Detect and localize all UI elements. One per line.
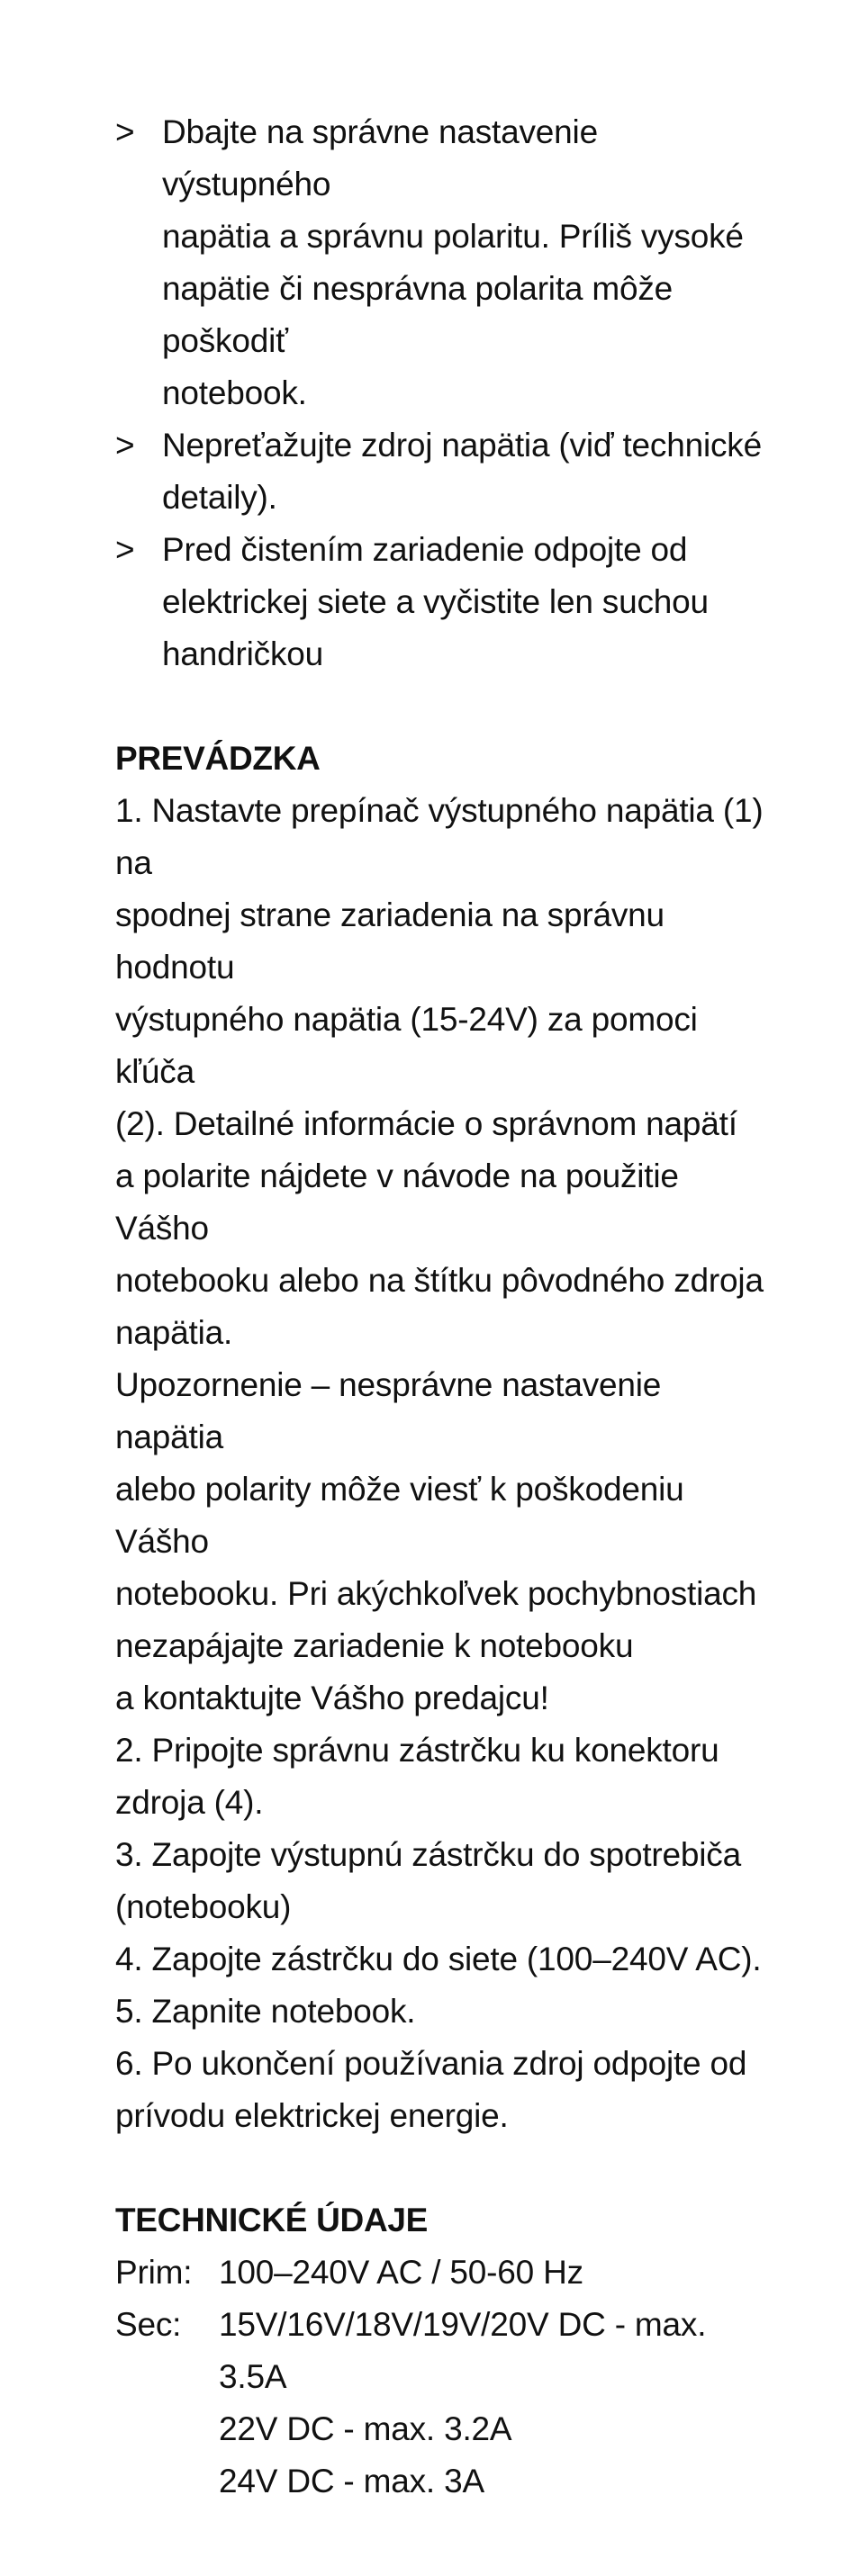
table-row xyxy=(115,2247,764,2299)
spec-value: 24V DC - max. 3A xyxy=(219,2463,484,2499)
text-line: 6. Po ukončení používania zdroj odpojte od xyxy=(115,2045,747,2082)
text-line: 4. Zapojte zástrčku do siete (100–240V AC). xyxy=(115,1941,762,1977)
spec-label: Sec: xyxy=(115,2306,182,2343)
page-content xyxy=(115,106,764,2508)
operation-title: PREVÁDZKA xyxy=(115,740,321,777)
table-row xyxy=(115,2299,764,2403)
bullet-line: elektrickej siete a vyčistite len suchou xyxy=(162,583,709,620)
text-line: 3. Zapojte výstupnú zástrčku do spotrebiča xyxy=(115,1836,741,1873)
text-line: napätia. xyxy=(115,1314,233,1351)
bullet-line: Nepreťažujte zdroj napätia (viď technické xyxy=(162,427,762,464)
specs-title: TECHNICKÉ ÚDAJE xyxy=(115,2202,429,2238)
text-line: alebo polarity môže viesť k poškodeniu Vášho xyxy=(115,1471,684,1560)
bullet-line: handričkou xyxy=(162,635,324,672)
list-item xyxy=(115,106,764,419)
text-line: výstupného napätia (15-24V) za pomoci kľúča xyxy=(115,1001,698,1090)
spec-value: 15V/16V/18V/19V/20V DC - max. 3.5A xyxy=(219,2306,707,2395)
text-line: notebooku alebo na štítku pôvodného zdroja xyxy=(115,1262,764,1299)
bullet-line: napätie či nesprávna polarita môže poškodiť xyxy=(162,270,674,359)
text-line: a polarite nájdete v návode na použitie Vášho xyxy=(115,1157,679,1247)
table-row xyxy=(115,2403,764,2455)
text-line: Upozornenie – nesprávne nastavenie napätia xyxy=(115,1366,662,1455)
text-line: spodnej strane zariadenia na správnu hodnotu xyxy=(115,896,665,986)
spec-value: 22V DC - max. 3.2A xyxy=(219,2410,512,2447)
bullet-marker: > xyxy=(115,531,135,568)
text-line: 1. Nastavte prepínač výstupného napätia (1) na xyxy=(115,792,764,881)
list-item xyxy=(115,524,764,680)
spec-value: 100–240V AC / 50-60 Hz xyxy=(219,2254,583,2291)
bullet-line: Pred čistením zariadenie odpojte od xyxy=(162,531,688,568)
spec-label: Prim: xyxy=(115,2254,193,2291)
text-line: zdroja (4). xyxy=(115,1784,264,1821)
text-line: nezapájajte zariadenie k notebooku xyxy=(115,1627,634,1664)
bullet-line: napätia a správnu polaritu. Príliš vysoké xyxy=(162,218,744,255)
text-line: (notebooku) xyxy=(115,1888,292,1925)
text-line: (2). Detailné informácie o správnom napätí xyxy=(115,1105,737,1142)
bullet-marker: > xyxy=(115,113,135,150)
bullet-line: notebook. xyxy=(162,374,307,411)
text-line: 5. Zapnite notebook. xyxy=(115,1993,416,2030)
bullet-marker: > xyxy=(115,427,135,464)
specs-table xyxy=(115,2247,764,2508)
text-line: prívodu elektrickej energie. xyxy=(115,2097,509,2134)
text-line: notebooku. Pri akýchkoľvek pochybnostiach xyxy=(115,1575,757,1612)
list-item xyxy=(115,419,764,524)
text-line: a kontaktujte Vášho predajcu! xyxy=(115,1680,549,1716)
bullet-line: detaily). xyxy=(162,479,277,516)
section-gap xyxy=(115,680,764,733)
section-gap xyxy=(115,2142,764,2194)
table-row xyxy=(115,2455,764,2508)
operation-text xyxy=(115,785,764,2142)
bullet-line: Dbajte na správne nastavenie výstupného xyxy=(162,113,598,203)
spec-label xyxy=(115,2455,219,2508)
text-line: 2. Pripojte správnu zástrčku ku konektoru xyxy=(115,1732,719,1769)
spec-label xyxy=(115,2403,219,2455)
warning-list xyxy=(115,106,764,680)
